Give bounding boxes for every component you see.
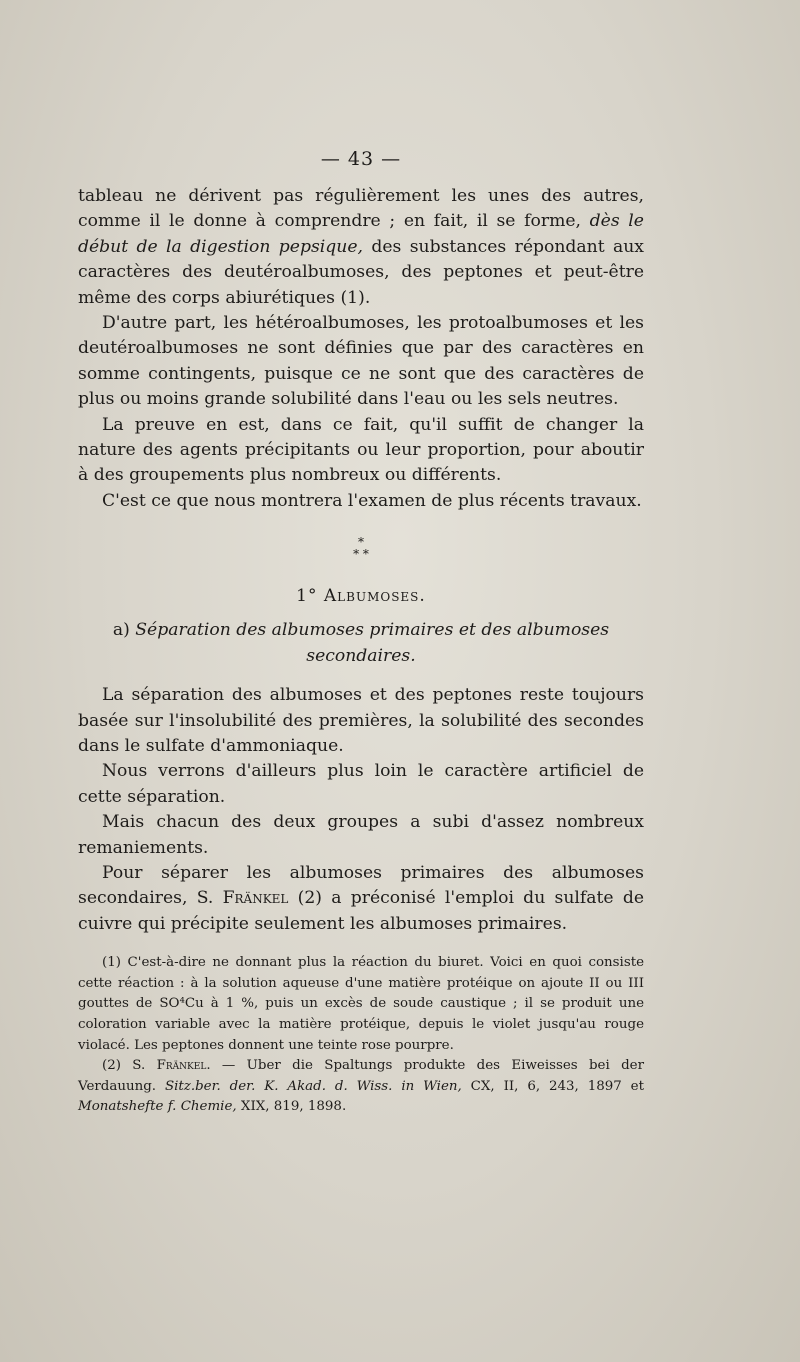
paragraph-1 (78, 184, 644, 311)
page-number: — 43 — (320, 148, 402, 170)
footnote-2-ref-1: CX, II, 6, 243, 1897 et (470, 1078, 644, 1094)
section-paragraph-2: Nous verrons d'ailleurs plus loin le caractère artificiel de cette séparation. (78, 761, 644, 807)
separator-star-bottom: * * (353, 547, 369, 562)
author-name: Fränkel (222, 888, 289, 909)
footnote-2-author: Fränkel (156, 1058, 207, 1074)
section-paragraph-3: Mais chacun des deux groupes a subi d'assez nombreux remaniements. (78, 812, 644, 858)
paragraph-1-end: des substances répondant aux caractères des deutéroalbumoses, des peptones et peut-être même des corps abiurétiques (1). (78, 236, 645, 308)
paragraph-1-text: tableau ne dérivent pas régulièrement les unes des autres, comme il le donne à comprendre ; en fait, il se forme, (78, 186, 644, 232)
section-separator (78, 536, 644, 560)
paragraph-2: D'autre part, les hétéroalbumoses, les protoalbumoses et les deutéroalbumoses ne sont définies que par des caractères en somme contingents, puisque ce ne sont que des caractères de plus ou moins grande solubilité dans l'eau ou les sels neutres. (78, 313, 644, 410)
page-content (78, 148, 644, 1118)
footnote-2-journal-1: Sitz.ber. der. K. Akad. d. Wiss. in Wien, (164, 1078, 462, 1094)
paragraph-1-emphasis: dès le début de la digestion pepsique, (78, 211, 644, 257)
section-paragraph-4-end: (2) a préconisé l'emploi du sulfate de cuivre qui précipite seulement les albumoses primaires. (78, 888, 644, 934)
footnote-2-title: . — Uber die Spaltungs produkte des Eiweisses bei der Verdauung. (78, 1058, 644, 1094)
paragraph-4: C'est ce que nous montrera l'examen de plus récents travaux. (102, 490, 642, 511)
footnote-2-start: (2) S. (102, 1058, 146, 1074)
subtitle-text: Séparation des albumoses primaires et des albumoses secondaires. (135, 620, 610, 666)
section-paragraph-4 (78, 861, 644, 937)
separator-star-top: * (358, 535, 364, 550)
section-subtitle (78, 618, 644, 669)
subtitle-lead: a) (112, 620, 130, 641)
footnote-2-ref-2: XIX, 819, 1898. (240, 1099, 347, 1115)
section-title: 1° Albumoses. (296, 586, 426, 607)
footnotes (78, 953, 644, 1118)
paragraph-3: La preuve en est, dans ce fait, qu'il suffit de changer la nature des agents précipitants ou leur proportion, pour aboutir à des groupements plus nombreux ou différents. (78, 414, 644, 486)
footnote-2 (78, 1056, 644, 1118)
section-paragraph-4-start: Pour séparer les albumoses primaires des albumoses secondaires, S. (78, 862, 644, 909)
footnote-2-journal-2: Monatshefte f. Chemie, (78, 1099, 237, 1115)
section-paragraph-1: La séparation des albumoses et des peptones reste toujours basée sur l'insolubilité des premières, la solubilité des secondes dans le sulfate d'ammoniaque. (78, 685, 644, 756)
footnote-1: (1) C'est-à-dire ne donnant plus la réaction du biuret. Voici en quoi consiste cette réaction : à la solution aqueuse d'une matière protéique on ajoute II ou III gouttes de SO⁴Cu à 1 %, puis un excès de soude caustique ; il se produit une coloration variable avec la matière protéique, depuis le violet jusqu'au rouge violacé. Les peptones donnent une teinte rose pourpre. (78, 955, 644, 1053)
